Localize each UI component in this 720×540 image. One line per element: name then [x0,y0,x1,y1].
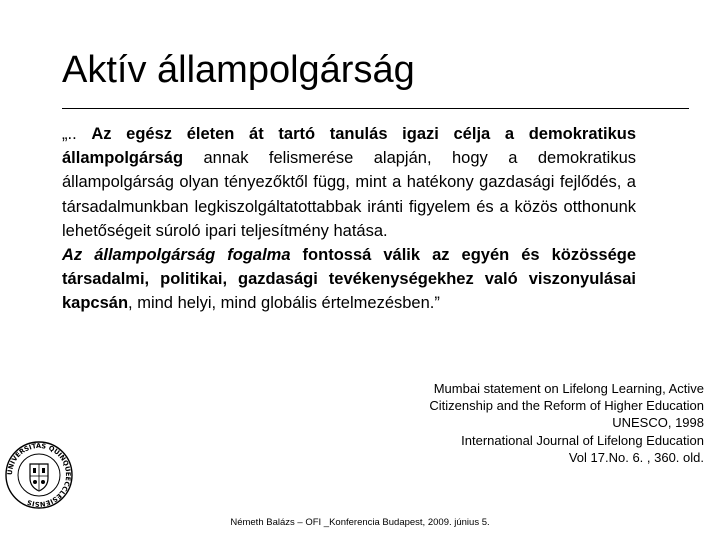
quote-p2-rest: , mind helyi, mind globális értelmezésben.” [128,294,440,313]
citation-line: Mumbai statement on Lifelong Learning, Active [433,381,704,396]
quote-paragraph-2 [62,243,636,316]
citation-line: Vol 17.No. 6. , 360. old. [568,449,704,465]
citation-line: UNESCO, 1998 [612,415,704,431]
quote-open-mark: „.. [62,125,92,143]
quote-block [62,122,636,316]
quote-p1-bold: Az egész életen át tartó tanulás igazi célja a demokratikus állampolgárság [62,125,637,168]
quote-paragraph-1 [62,122,636,243]
quote-p2-bold: fontossá válik az egyén és közössége társadalmi, politikai, gazdasági tevékenységekhez való viszonyulásai kapcsán [62,246,636,313]
quote-p1-rest: annak felismerése alapján, hogy a demokratikus állampolgárság olyan tényezőktől függ, mint a hatékony gazdasági fejlődés, a társadalmunkban legkiszolgáltatottabbak iránti figyelem és a közös otthonunk lehetőségeit súroló ipari teljesítmény hatása. [62,149,636,240]
svg-text:UNIVERSITAS QUINQUEECCLESIENSI: UNIVERSITAS QUINQUEECCLESIENSIS [5,441,73,509]
footer-credit: Németh Balázs – OFI _Konferencia Budapest, 2009. június 5. [230,517,490,528]
citation-block [374,380,704,466]
title-divider [62,108,689,109]
quote-p2-italic: Az állampolgárság fogalma [62,246,291,265]
citation-line: International Journal of Lifelong Education [461,432,704,448]
slide-title: Aktív állampolgárság [62,49,415,91]
citation-line: Citizenship and the Reform of Higher Education [429,398,704,414]
university-seal-logo [4,440,74,510]
